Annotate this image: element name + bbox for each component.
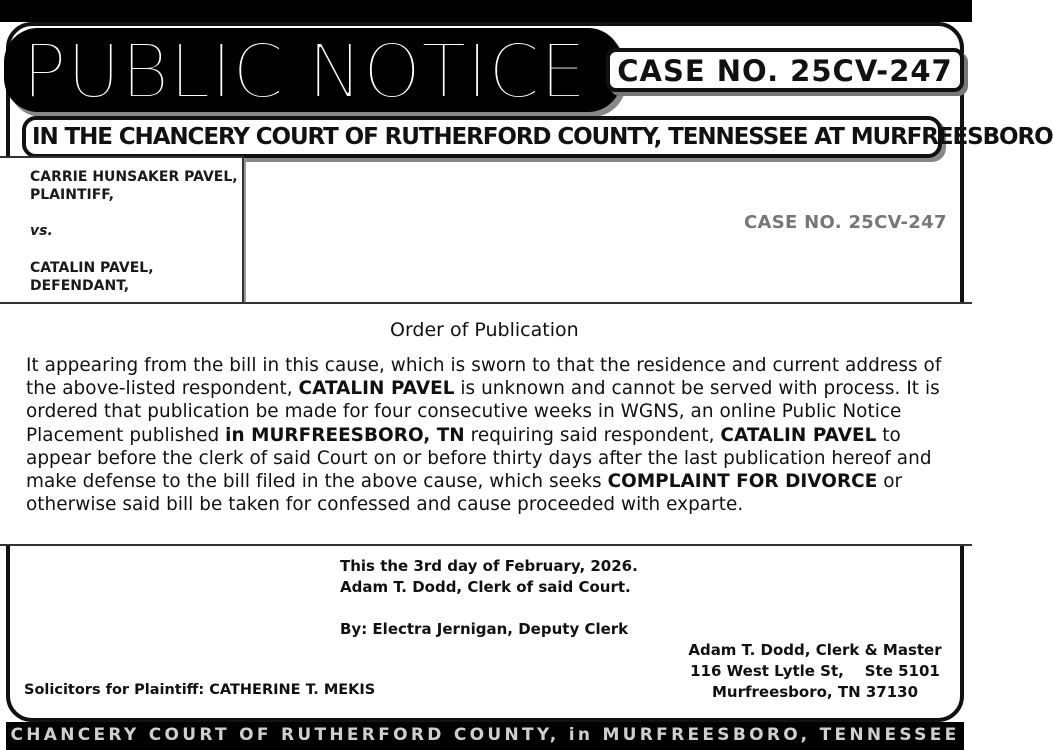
order-text: to appear before the clerk of said Court on or before thirty days after the last publication hereof and make defense to the bill filed in the above cause, which seeks (26, 424, 932, 493)
street-text: 116 West Lytle St, (690, 662, 844, 680)
headline-title: PUBLIC NOTICE (22, 29, 587, 115)
respondent-name: CATALIN PAVEL (298, 378, 455, 400)
order-text: or otherwise said bill be taken for confessed and cause proceeded with exparte. (26, 471, 903, 516)
deputy-clerk-line: By: Electra Jernigan, Deputy Clerk (340, 620, 629, 638)
clerk-address (680, 640, 950, 703)
defendant-role: DEFENDANT, (30, 278, 130, 294)
order-title: Order of Publication (390, 319, 579, 341)
top-bar (0, 0, 972, 22)
suite-text: Ste 5101 (864, 662, 940, 680)
court-heading: IN THE CHANCERY COURT OF RUTHERFORD COUNTY, TENNESSEE AT MURFREESBORO (22, 116, 942, 158)
footer-bar: CHANCERY COURT OF RUTHERFORD COUNTY, in MURFREESBORO, TENNESSEE (6, 722, 964, 750)
case-number-right: CASE NO. 25CV-247 (744, 212, 947, 233)
case-number-badge: CASE NO. 25CV-247 (606, 48, 964, 92)
order-text: requiring said respondent, (464, 424, 721, 446)
order-body (26, 354, 956, 516)
respondent-name: CATALIN PAVEL (720, 424, 877, 446)
clerk-line: Adam T. Dodd, Clerk of said Court. (340, 578, 631, 596)
versus-label: vs. (30, 223, 53, 239)
clerk-city: Murfreesboro, TN 37130 (711, 683, 919, 701)
order-text: is unknown and cannot be served with process. It is ordered that publication be made for four consecutive weeks in WGNS, an online Public Notice Placement published (26, 378, 940, 446)
signature-block (340, 556, 638, 598)
defendant-name: CATALIN PAVEL, (30, 260, 154, 276)
complaint-type: COMPLAINT FOR DIVORCE (607, 471, 878, 493)
publication-location: in MURFREESBORO, TN (225, 424, 465, 446)
date-line: This the 3rd day of February, 2026. (340, 557, 638, 575)
clerk-name: Adam T. Dodd, Clerk & Master (688, 641, 942, 659)
order-text: It appearing from the bill in this cause, which is sworn to that the residence and current address of the above-listed respondent, (26, 355, 942, 400)
clerk-street (680, 661, 950, 682)
plaintiff-name: CARRIE HUNSAKER PAVEL, (30, 169, 238, 185)
solicitors-line: Solicitors for Plaintiff: CATHERINE T. MEKIS (24, 682, 376, 698)
plaintiff-role: PLAINTIFF, (30, 187, 114, 203)
